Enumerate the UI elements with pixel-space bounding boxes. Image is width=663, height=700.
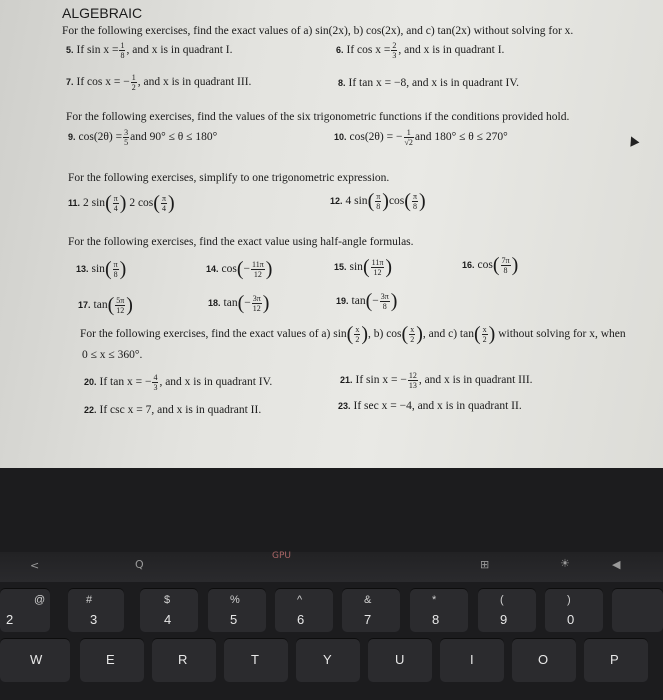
key-p[interactable]: P <box>584 638 648 682</box>
exercise-11: 11. 2 sin( $\frac{\pi}{4}$ ) 2 cos( $\frac{\pi}{4}$ ) <box>68 192 175 214</box>
key-r[interactable]: R <box>152 638 216 682</box>
key-0[interactable]: ) 0 <box>545 588 603 632</box>
key-e[interactable]: E <box>80 638 144 682</box>
exercise-8: 8. If tan x = −8, and x is in quadrant IV. <box>338 77 520 89</box>
section-5-condition: 0 ≤ x ≤ 360°. <box>82 349 143 361</box>
exercise-7: 7. If cos x = − $\frac{1}{2}$ , and x is in quadrant III. <box>66 73 252 92</box>
exercise-22: 22. If csc x = 7, and x is in quadrant II. <box>84 404 262 416</box>
section-2-instructions: For the following exercises, find the values of the six trigonometric functions if the conditions provided hold. <box>66 111 570 123</box>
touchbar-gpu-badge[interactable]: GPU <box>272 551 291 561</box>
exercise-5: 5. If sin x = $\frac{1}{8}$ , and x is in quadrant I. <box>66 41 233 60</box>
section-5-instructions: For the following exercises, find the exact values of a) sin( $\frac{x}{2}$ ), b) cos( $\frac{x}{2}$ ), and c) tan( $\frac{x}{2}$ ) without solving for x, when <box>80 323 626 345</box>
key-9[interactable]: ( 9 <box>478 588 536 632</box>
key-8[interactable]: * 8 <box>410 588 468 632</box>
exercise-17: 17. tan( $\frac{5\pi}{12}$ ) <box>78 294 133 316</box>
touchbar-back-icon[interactable]: < <box>30 559 40 572</box>
touch-bar <box>0 552 663 582</box>
key-i[interactable]: I <box>440 638 504 682</box>
key-u[interactable]: U <box>368 638 432 682</box>
exercise-12: 12. 4 sin( $\frac{\pi}{8}$ )cos( $\frac{\pi}{8}$ ) <box>330 190 426 212</box>
key-6[interactable]: ^ 6 <box>275 588 333 632</box>
touchbar-volume-icon[interactable]: ◀ <box>612 558 621 571</box>
key-t[interactable]: T <box>224 638 288 682</box>
key-3[interactable]: # 3 <box>68 588 124 632</box>
exercise-23: 23. If sec x = −4, and x is in quadrant II. <box>338 400 522 412</box>
key-7[interactable]: & 7 <box>342 588 400 632</box>
key-2[interactable]: @ 2 <box>0 588 50 632</box>
touchbar-search-icon[interactable]: Q <box>135 558 144 571</box>
exercise-10: 10. cos(2θ) = − $\frac{1}{√2}$ and 180° ≤ θ ≤ 270° <box>334 128 508 147</box>
key-o[interactable]: O <box>512 638 576 682</box>
worksheet-title: ALGEBRAIC <box>62 5 143 21</box>
exercise-15: 15. sin( $\frac{11\pi}{12}$ ) <box>334 256 393 278</box>
touchbar-grid-icon[interactable]: ⊞ <box>480 558 490 571</box>
exercise-21: 21. If sin x = − $\frac{12}{13}$ , and x is in quadrant III. <box>340 371 533 390</box>
exercise-6: 6. If cos x = $\frac{2}{3}$ , and x is in quadrant I. <box>336 41 505 60</box>
key-y[interactable]: Y <box>296 638 360 682</box>
exercise-19: 19. tan(− $\frac{3\pi}{8}$ ) <box>336 290 398 312</box>
exercise-16: 16. cos( $\frac{7\pi}{8}$ ) <box>462 254 519 276</box>
exercise-20: 20. If tan x = − $\frac{4}{3}$ , and x is in quadrant IV. <box>84 373 273 392</box>
key-4[interactable]: $ 4 <box>140 588 198 632</box>
exercise-9: 9. cos(2θ) = $\frac{3}{5}$ and 90° ≤ θ ≤ 180° <box>68 128 218 147</box>
section-4-instructions: For the following exercises, find the exact value using half-angle formulas. <box>68 236 414 248</box>
mouse-cursor-icon <box>627 134 640 146</box>
key-5[interactable]: % 5 <box>208 588 266 632</box>
exercise-18: 18. tan(− $\frac{3\pi}{12}$ ) <box>208 292 270 314</box>
exercise-13: 13. sin( $\frac{\pi}{8}$ ) <box>76 258 127 280</box>
section-1-instructions: For the following exercises, find the exact values of a) sin(2x), b) cos(2x), and c) tan(2x) without solving for x. <box>62 25 574 37</box>
touchbar-brightness-icon[interactable]: ☀ <box>560 557 570 570</box>
section-3-instructions: For the following exercises, simplify to one trigonometric expression. <box>68 172 390 184</box>
key-minus[interactable] <box>612 588 663 632</box>
key-w[interactable]: W <box>0 638 70 682</box>
exercise-14: 14. cos(− $\frac{11\pi}{12}$ ) <box>206 258 273 280</box>
